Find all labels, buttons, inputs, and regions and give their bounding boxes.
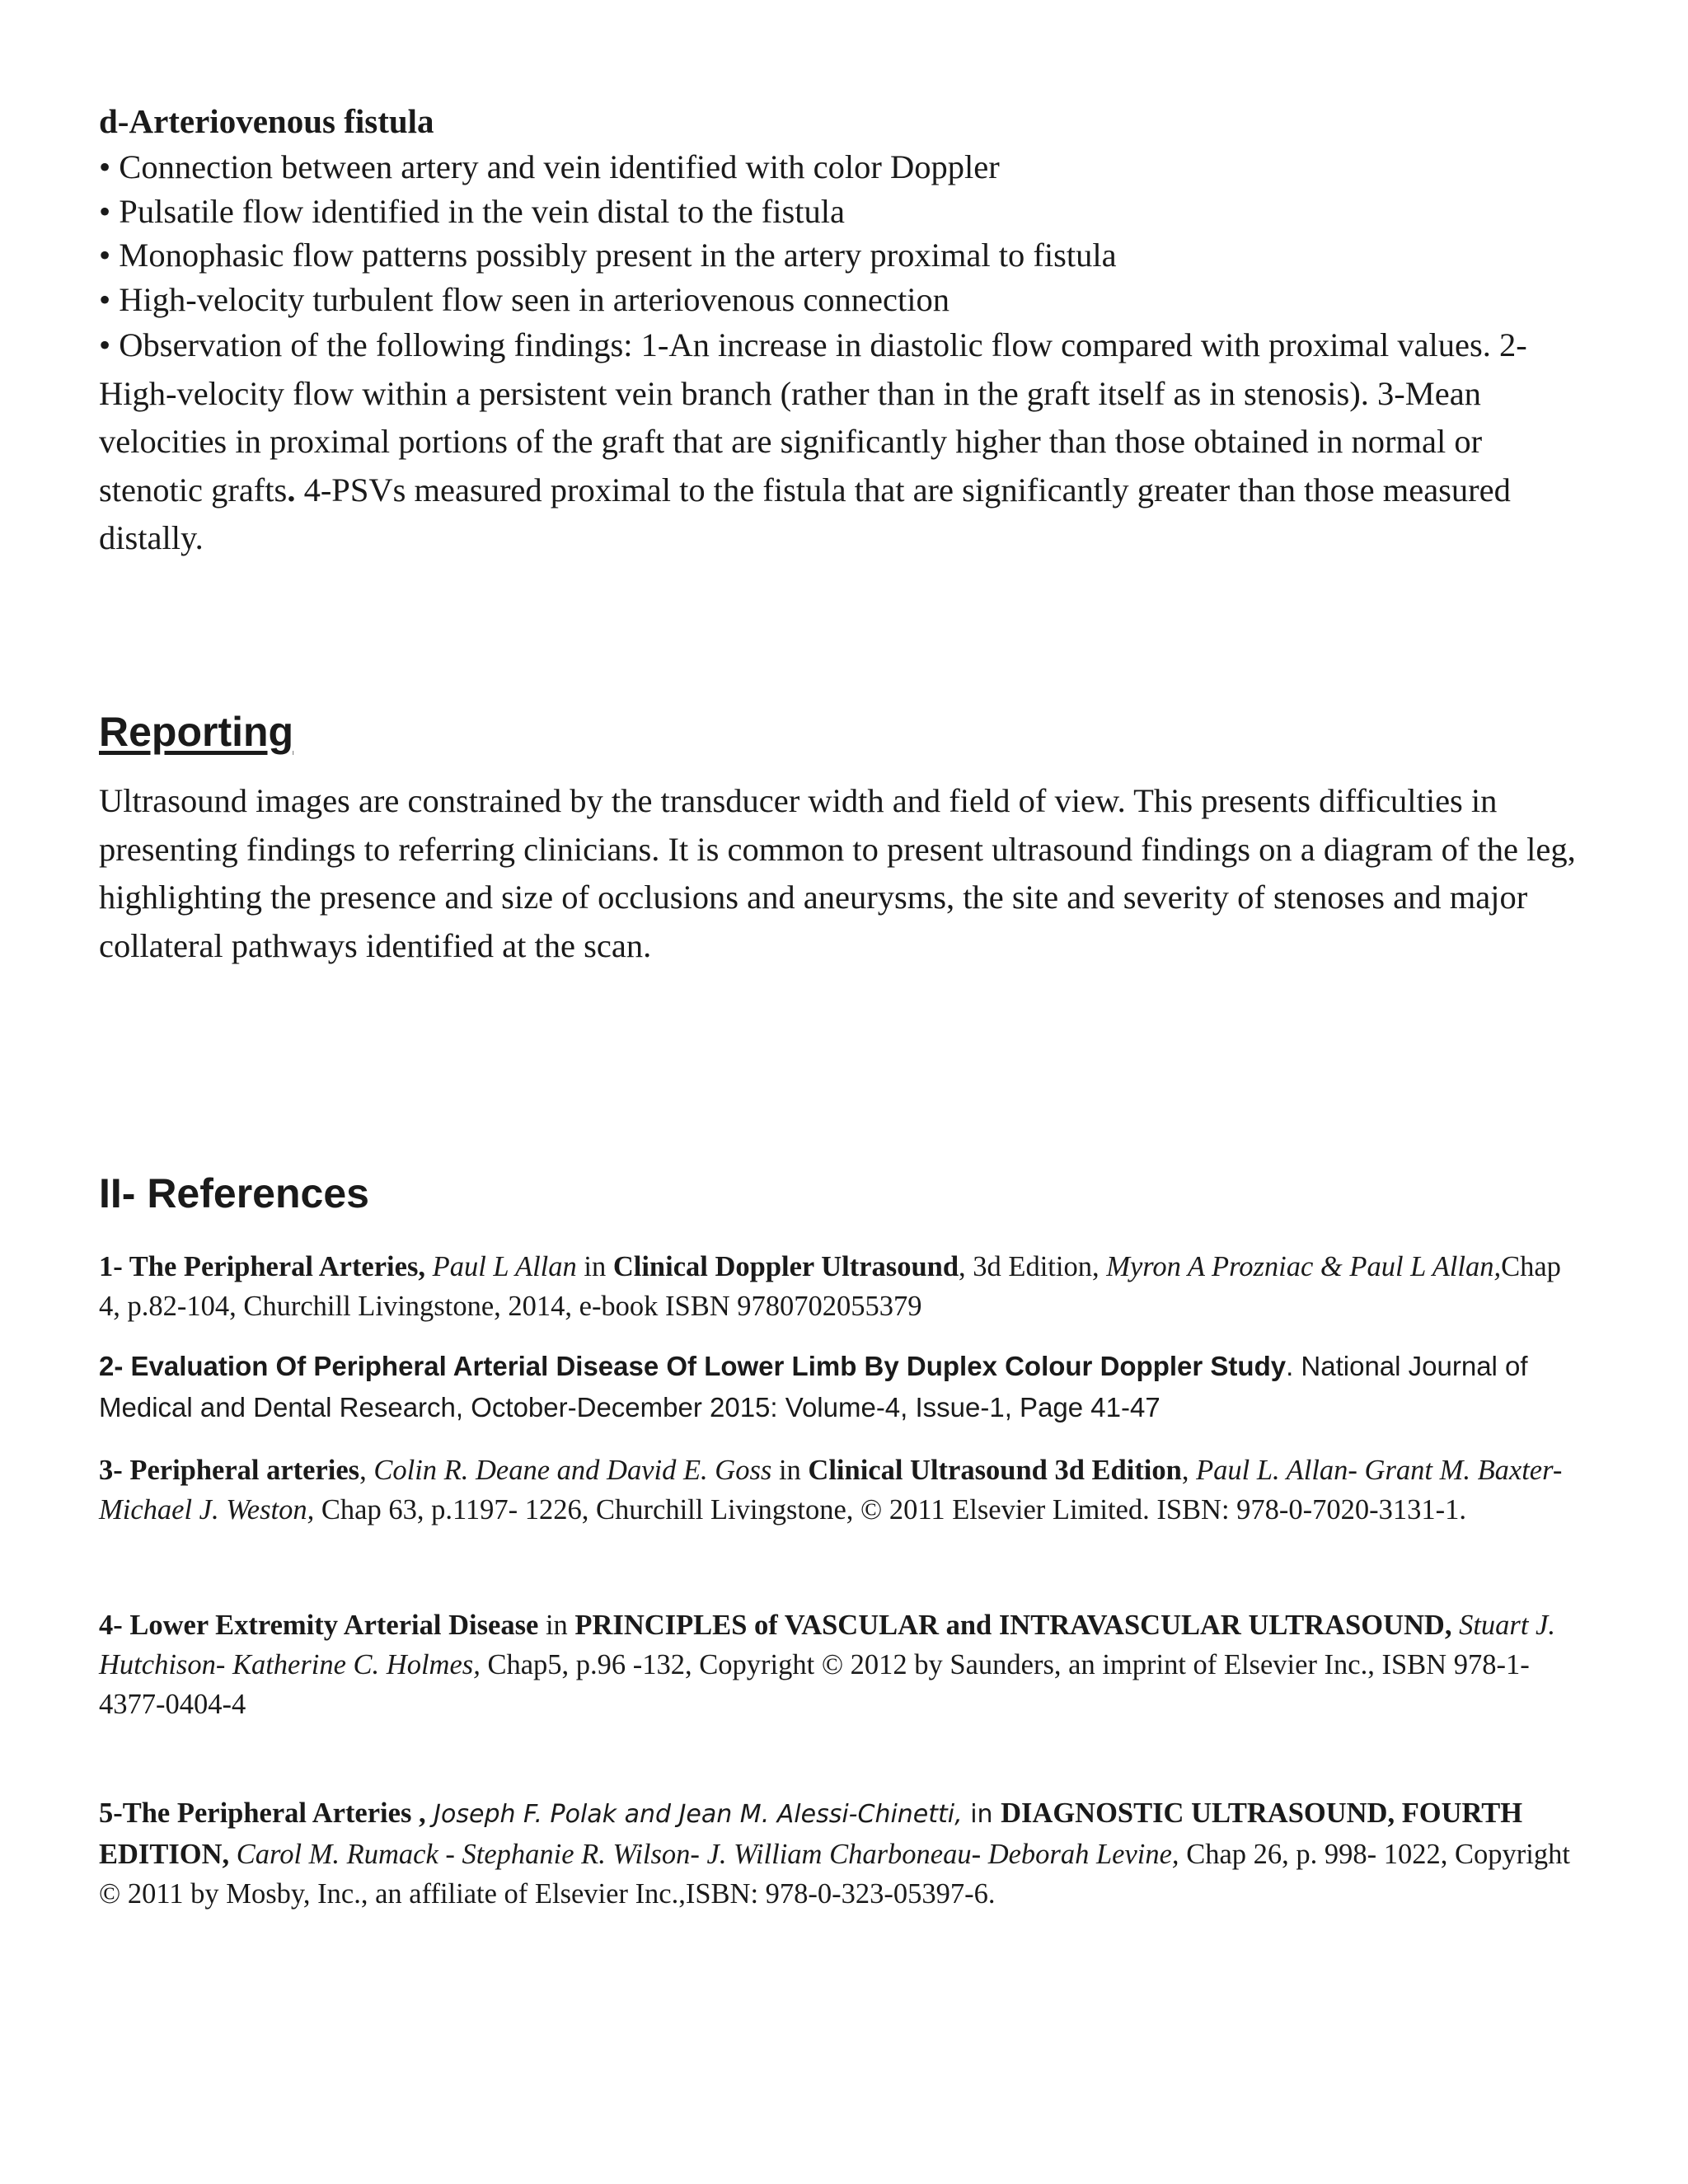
- ref1-edition: , 3d Edition,: [959, 1251, 1107, 1282]
- findings-paragraph: [99, 321, 1582, 563]
- reference-item-5: [99, 1793, 1582, 1914]
- document-page: [99, 97, 1582, 1910]
- reference-item-1: [99, 1247, 1582, 1326]
- bullet-item: • Connection between artery and vein identified with color Doppler: [99, 148, 1000, 185]
- ref1-editors: Myron A Prozniac & Paul L Allan,: [1106, 1251, 1502, 1282]
- ref5-authors: Joseph F. Polak and Jean M. Alessi-Chinetti,: [425, 1800, 963, 1829]
- bullet-item: • High-velocity turbulent flow seen in arteriovenous connection: [99, 280, 950, 318]
- fistula-section: [99, 97, 1582, 563]
- ref4-editors: Stuart J. Hutchison- Katherine C. Holmes,: [99, 1610, 1555, 1680]
- ref4-details: Chap5, p.96 -132, Copyright © 2012 by Saunders, an imprint of Elsevier Inc., ISBN 978-1-4377-0404-4: [99, 1649, 1530, 1720]
- ref5-in: in: [962, 1800, 1001, 1829]
- bullet-item: • Pulsatile flow identified in the vein distal to the fistula: [99, 192, 846, 230]
- ref4-in: in: [538, 1610, 575, 1641]
- ref3-details: Chap 63, p.1197- 1226, Churchill Livingstone, © 2011 Elsevier Limited. ISBN: 978-0-7020-3131-1.: [314, 1494, 1467, 1526]
- ref1-book: Clinical Doppler Ultrasound: [612, 1251, 959, 1282]
- ref2-details: . National Journal of Medical and Dental Research, October-December 2015: Volume-4, Issue-1, Page 41-47: [99, 1351, 1528, 1422]
- fistula-heading: d-Arteriovenous fistula: [99, 102, 434, 140]
- reference-item-2: [99, 1346, 1582, 1428]
- ref1-title: 1- The Peripheral Arteries,: [99, 1251, 426, 1282]
- ref5-details: Chap 26, p. 998- 1022, Copyright © 2011 by Mosby, Inc., an affiliate of Elsevier Inc.,ISBN: 978-0-323-05397-6.: [99, 1839, 1570, 1910]
- bullet-item: • Monophasic flow patterns possibly present in the artery proximal to fistula: [99, 237, 1117, 274]
- ref3-authors: Colin R. Deane and David E. Goss: [373, 1455, 772, 1486]
- ref3-title: 3- Peripheral arteries: [99, 1455, 360, 1486]
- findings-bold-dot: .: [287, 471, 296, 509]
- ref1-in: in: [576, 1251, 613, 1282]
- reporting-body: Ultrasound images are constrained by the transducer width and field of view. This presents difficulties in presenting findings to referring clinicians. It is common to present ultrasound findings on a diagram of the leg, highlighting the presence and size of occlusions and aneurysms, the site and severity of stenoses and major collateral pathways identified at the scan.: [99, 782, 1576, 964]
- reference-item-4: [99, 1605, 1582, 1724]
- ref3-comma: ,: [359, 1455, 374, 1486]
- reporting-heading: Reporting: [99, 709, 294, 755]
- references-heading: II- References: [99, 1170, 369, 1216]
- ref3-comma2: ,: [1181, 1455, 1197, 1486]
- ref1-details: Chap 4, p.82-104, Churchill Livingstone, 2014, e-book ISBN 9780702055379: [99, 1251, 1561, 1322]
- ref4-book: PRINCIPLES of VASCULAR and INTRAVASCULAR ULTRASOUND,: [574, 1610, 1452, 1641]
- ref3-in: in: [771, 1455, 809, 1486]
- ref2-title: 2- Evaluation Of Peripheral Arterial Disease Of Lower Limb By Duplex Colour Doppler Study: [99, 1351, 1287, 1381]
- reference-item-3: [99, 1451, 1582, 1530]
- ref1-author: Paul L Allan: [432, 1251, 577, 1282]
- findings-text-1: • Observation of the following findings: 1-An increase in diastolic flow compared with proximal values. 2-High-velocity flow within a persistent vein branch (rather than in the graft itself as in stenosis). 3-Mean velocities in proximal portions of the graft that are significantly higher than those obtained in normal or stenotic grafts: [99, 326, 1527, 509]
- ref5-editors: Carol M. Rumack - Stephanie R. Wilson- J. William Charboneau- Deborah Levine,: [229, 1839, 1179, 1870]
- ref3-editors: Paul L. Allan- Grant M. Baxter- Michael J. Weston,: [99, 1455, 1563, 1526]
- ref3-book: Clinical Ultrasound 3d Edition: [808, 1455, 1182, 1486]
- findings-text-2: 4-PSVs measured proximal to the fistula that are significantly greater than those measured distally.: [99, 471, 1511, 556]
- ref5-title: 5-The Peripheral Arteries ,: [99, 1797, 426, 1829]
- ref4-title: 4- Lower Extremity Arterial Disease: [99, 1610, 539, 1641]
- ref5-book: DIAGNOSTIC ULTRASOUND, FOURTH EDITION,: [99, 1797, 1523, 1870]
